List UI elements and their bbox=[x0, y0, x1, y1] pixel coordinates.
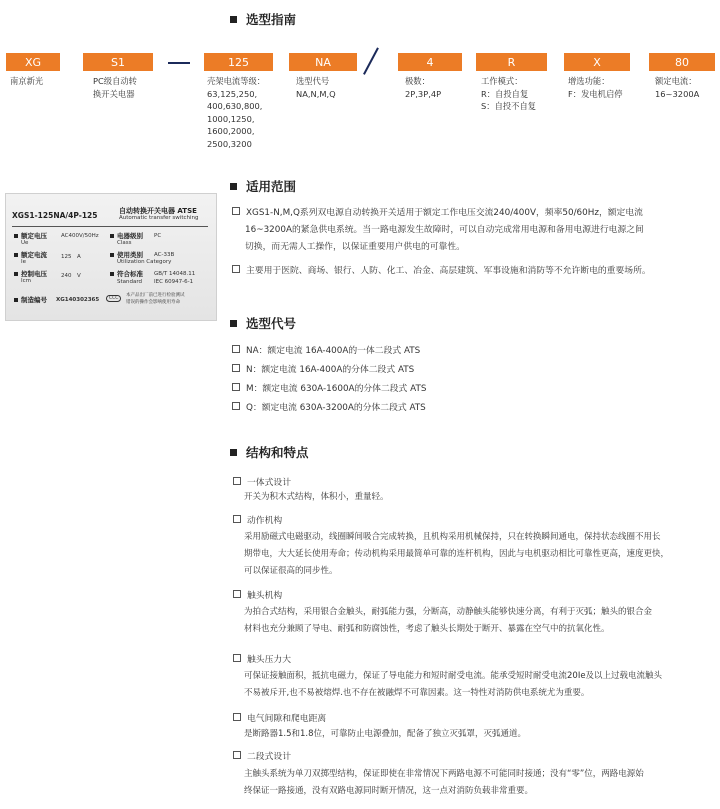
list-item: N：额定电流 16A-400A的分体二段式 ATS bbox=[232, 361, 426, 380]
ccc-mark-icon: CCC bbox=[106, 295, 121, 302]
sym-rated-voltage: Ue bbox=[21, 240, 29, 246]
value-serial: XG140302365 bbox=[56, 297, 100, 303]
nameplate-bullet-icon bbox=[110, 234, 114, 238]
code-desc-class: PC级自动转 换开关电器 bbox=[93, 76, 137, 99]
label-class-en: Class bbox=[117, 240, 132, 246]
code-box-option: X bbox=[564, 53, 630, 71]
label-standard: 符合标准 bbox=[117, 270, 143, 278]
square-bullet-icon bbox=[230, 449, 237, 456]
checkbox-icon bbox=[232, 383, 240, 391]
nameplate-bullet-icon bbox=[14, 298, 18, 302]
square-bullet-icon bbox=[230, 320, 237, 327]
checkbox-icon bbox=[232, 345, 240, 353]
checkbox-icon bbox=[233, 654, 241, 662]
label-standard-en: Standard bbox=[117, 279, 143, 285]
label-category-en: Utilization Category bbox=[117, 259, 172, 265]
model-code-list bbox=[232, 342, 426, 418]
checkbox-icon bbox=[232, 364, 240, 372]
code-desc-brand: 南京新光 bbox=[10, 76, 44, 86]
scope-item-1: XGS1-N,M,Q系列双电源自动转换开关适用于额定工作电压交流240/400V，频率50/60Hz，额定电流 16~3200A的紧急供电系统。当一路电源发生故障时，可以自动完成常用电源和备用电源进行电源之间 切换，而无需人工操作，以保证重要用户供电的可靠性。 bbox=[232, 205, 644, 256]
label-category: 使用类别 bbox=[117, 251, 143, 259]
square-bullet-icon bbox=[230, 16, 237, 23]
separator-slash bbox=[363, 47, 378, 74]
nameplate-bullet-icon bbox=[14, 253, 18, 257]
section-title-scope: 适用范围 bbox=[230, 177, 296, 195]
checkbox-icon bbox=[233, 751, 241, 759]
nameplate-title-cn: 自动转换开关电器 ATSE bbox=[119, 207, 197, 215]
code-desc-type: 选型代号 NA,N,M,Q bbox=[296, 76, 336, 99]
nameplate-note-2: 错误的操作会影响使用寿命 bbox=[126, 300, 180, 305]
feature-title: 触头机构 bbox=[233, 589, 282, 603]
code-desc-current: 额定电流： 16~3200A bbox=[655, 76, 700, 99]
code-box-frame: 125 bbox=[204, 53, 273, 71]
list-item: M：额定电流 630A-1600A的分体二段式 ATS bbox=[232, 380, 426, 399]
nameplate-bullet-icon bbox=[14, 272, 18, 276]
label-serial: 制造编号 bbox=[21, 296, 47, 304]
code-desc-poles: 极数： 2P,3P,4P bbox=[405, 76, 442, 99]
checkbox-icon bbox=[232, 402, 240, 410]
value-class: PC bbox=[154, 233, 162, 239]
checkbox-icon bbox=[232, 265, 240, 273]
feature-title: 二段式设计 bbox=[233, 750, 291, 764]
code-box-poles: 4 bbox=[398, 53, 462, 71]
value-rated-current: 125 A bbox=[61, 254, 81, 260]
scope-item-2: 主要用于医院、商场、银行、人防、化工、冶金、高层建筑、军事设施和消防等不允许断电的重要场所。 bbox=[232, 263, 651, 280]
code-box-current: 80 bbox=[649, 53, 715, 71]
value-category: AC-33B bbox=[154, 252, 175, 258]
nameplate-bullet-icon bbox=[110, 272, 114, 276]
feature-title: 动作机构 bbox=[233, 514, 282, 528]
label-class: 电器级别 bbox=[117, 232, 143, 240]
feature-body: 可保证接触面积，抵抗电磁力，保证了导电能力和短时耐受电流。能承受短时耐受电流20Ie及以上过载电流触头 不易被斥开,也不易被熔焊.也不存在被融焊不可靠因素。这一特性对消防供电系统尤为重要。 bbox=[244, 671, 663, 698]
code-box-class: S1 bbox=[83, 53, 153, 71]
feature-body: 采用励磁式电磁驱动，线圈瞬间吸合完成转换，且机构采用机械保持，只在转换瞬间通电，保持状态线圈不用长 期带电，大大延长使用寿命；传动机构采用最简单可靠的连杆机构，因此与电机驱动相比可靠性更高，速度更快， 可以保证很高的同步性。 bbox=[244, 532, 670, 576]
code-box-brand: XG bbox=[6, 53, 60, 71]
square-bullet-icon bbox=[230, 183, 237, 190]
nameplate-bullet-icon bbox=[14, 234, 18, 238]
label-rated-voltage: 额定电压 bbox=[21, 232, 47, 240]
list-item: NA：额定电流 16A-400A的一体二段式 ATS bbox=[232, 342, 426, 361]
nameplate-title-en: Automatic transfer switching bbox=[119, 215, 199, 221]
feature-title: 一体式设计 bbox=[233, 476, 291, 490]
value-standard-iec: IEC 60947-6-1 bbox=[154, 279, 194, 285]
nameplate-bullet-icon bbox=[110, 253, 114, 257]
checkbox-icon bbox=[233, 590, 241, 598]
feature-body: 为拍合式结构，采用银合金触头，耐弧能力强，分断高，动静触头能够快速分离，有利于灭弧；触头的银合金 材料也充分兼顾了导电、耐弧和防腐蚀性，考虑了触头长期处于断开、暴露在空气中的抗氧化性。 bbox=[244, 607, 653, 634]
sym-control-voltage: Icm bbox=[21, 278, 32, 284]
separator-dash bbox=[168, 62, 190, 64]
nameplate-divider bbox=[12, 226, 208, 227]
sym-rated-current: Ie bbox=[21, 259, 27, 265]
feature-title: 电气间隙和爬电距离 bbox=[233, 712, 326, 726]
feature-title: 触头压力大 bbox=[233, 653, 291, 667]
value-control-voltage: 240 V bbox=[61, 273, 81, 279]
checkbox-icon bbox=[233, 515, 241, 523]
feature-body: 主触头系统为单刀双掷型结构，保证即使在非常情况下两路电源不可能同时接通；没有“零”位，两路电源始 终保证一路接通，没有双路电源同时断开情况，这一点对消防负载非常重要。 bbox=[244, 769, 644, 796]
code-box-mode: R bbox=[476, 53, 547, 71]
feature-body: 开关为积木式结构，体积小，重量轻。 bbox=[244, 492, 389, 502]
value-rated-voltage: AC400V/50Hz bbox=[61, 233, 99, 239]
list-item: Q：额定电流 630A-3200A的分体二段式 ATS bbox=[232, 399, 426, 418]
checkbox-icon bbox=[233, 713, 241, 721]
section-title-model-codes: 选型代号 bbox=[230, 314, 296, 332]
checkbox-icon bbox=[232, 207, 240, 215]
code-box-type: NA bbox=[289, 53, 357, 71]
value-standard: GB/T 14048.11 bbox=[154, 271, 196, 277]
nameplate-model: XGS1-125NA/4P-125 bbox=[12, 211, 98, 220]
section-title-selection-guide: 选型指南 bbox=[230, 10, 296, 28]
checkbox-icon bbox=[233, 477, 241, 485]
nameplate-note-1: 本产品出厂前已进行检验测试 bbox=[126, 293, 185, 298]
product-nameplate bbox=[5, 193, 217, 321]
feature-body: 是断路器1.5和1.8位，可靠防止电源叠加，配备了独立灭弧罩，灭弧通道。 bbox=[244, 729, 527, 739]
code-desc-mode: 工作模式： R：自投自复 S：自投不自复 bbox=[481, 76, 537, 111]
label-control-voltage: 控制电压 bbox=[21, 270, 47, 278]
code-desc-option: 增选功能： F：发电机启停 bbox=[568, 76, 623, 99]
label-rated-current: 额定电流 bbox=[21, 251, 47, 259]
section-title-structure: 结构和特点 bbox=[230, 443, 309, 461]
code-desc-frame: 壳架电流等级： 63,125,250, 400,630,800, 1000,1250, 1600,2000, 2500,3200 bbox=[207, 76, 266, 149]
